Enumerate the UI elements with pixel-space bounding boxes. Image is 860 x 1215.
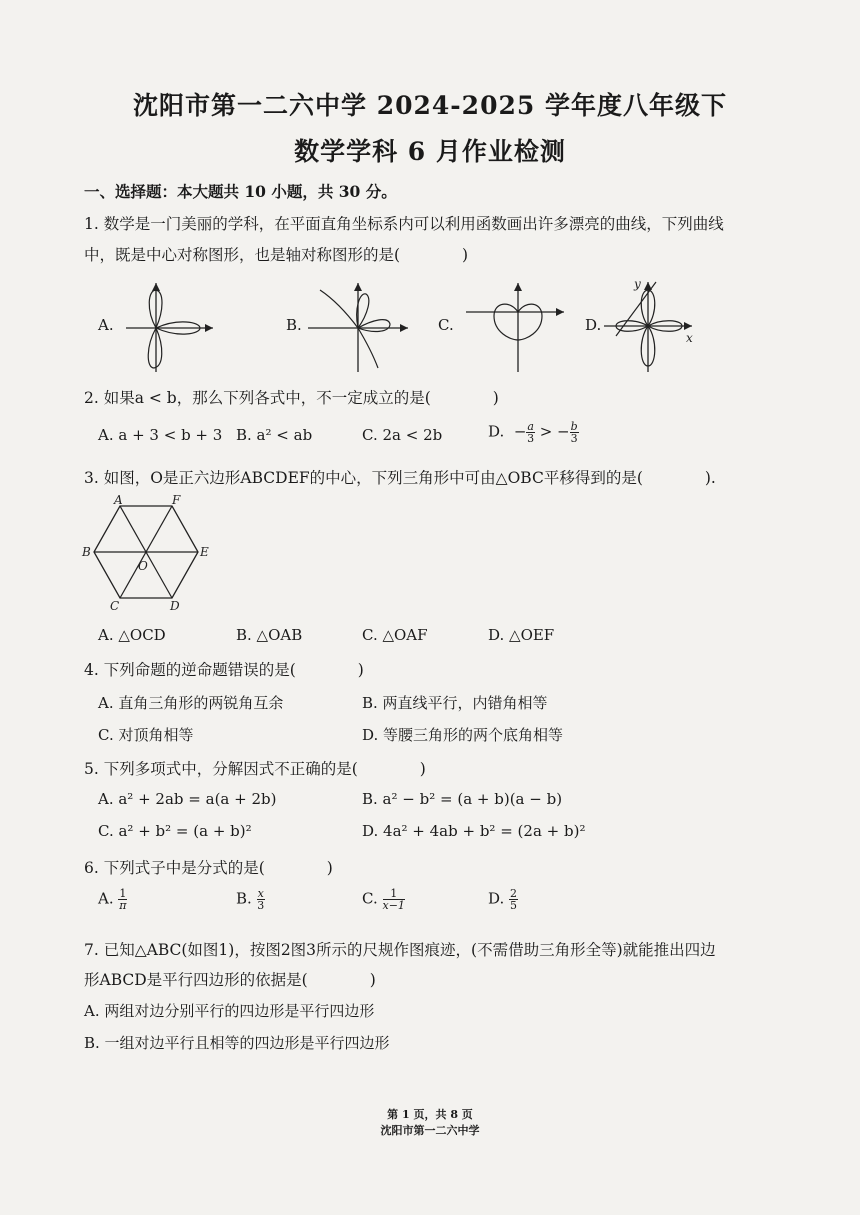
q4-option-d: D. 等腰三角形的两个底角相等 [362, 726, 564, 744]
q5-option-a: A. a² + 2ab = a(a + 2b) [98, 790, 277, 808]
q3-option-a: A. △OCD [98, 626, 166, 644]
q3-vertex-c: C [110, 599, 120, 613]
footer-school: 沈阳市第一二六中学 [380, 1124, 480, 1137]
q1-option-c-label: C. [438, 316, 454, 334]
q7-stem-line2: 形ABCD是平行四边形的依据是( ) [84, 971, 376, 989]
q5-stem: 5. 下列多项式中，分解因式不正确的是( ) [84, 760, 426, 778]
q5-option-d: D. 4a² + 4ab + b² = (2a + b)² [362, 822, 586, 840]
q2-option-b: B. a² < ab [236, 426, 313, 444]
q3-option-b: B. △OAB [236, 626, 303, 644]
document-title-line1: 沈阳市第一二六中学 2024-2025 学年度八年级下 [133, 91, 727, 120]
q1-graph-a [118, 280, 218, 375]
document-title-line2: 数学学科 6 月作业检测 [294, 137, 566, 166]
q3-vertex-d: D [170, 599, 180, 613]
q1-graph-d-y-label: y [634, 277, 641, 291]
q2-stem: 2. 如果a < b，那么下列各式中，不一定成立的是( ) [84, 389, 499, 407]
q6-stem: 6. 下列式子中是分式的是( ) [84, 859, 333, 877]
q4-stem: 4. 下列命题的逆命题错误的是( ) [84, 661, 364, 679]
q1-graph-d [600, 276, 710, 376]
q6-option-d: D. $\frac{2}{5}$ [488, 887, 518, 912]
q1-stem-line1: 1. 数学是一门美丽的学科，在平面直角坐标系内可以利用函数画出许多漂亮的曲线，下列曲线 [84, 215, 724, 233]
q2-option-d: D. − $\frac{a}{3}$ > − $\frac{b}{3}$ [488, 420, 578, 445]
q6-option-b: B. $\frac{x}{3}$ [236, 887, 265, 912]
q5-option-b: B. a² − b² = (a + b)(a − b) [362, 790, 563, 808]
q1-graph-d-x-label: x [686, 331, 693, 345]
q3-vertex-a: A [114, 493, 123, 507]
q6-option-a: A. $\frac{1}{\pi}$ [98, 887, 127, 912]
page-number: 第 1 页，共 8 页 [387, 1108, 473, 1121]
q3-hexagon-figure [80, 494, 210, 612]
q3-stem: 3. 如图，O是正六边形ABCDEF的中心，下列三角形中可由△OBC平移得到的是( ). [84, 469, 716, 487]
q1-stem-line2: 中，既是中心对称图形，也是轴对称图形的是( ) [84, 246, 469, 264]
q3-vertex-b: B [82, 545, 91, 559]
q1-graph-c [462, 280, 572, 375]
q5-option-c: C. a² + b² = (a + b)² [98, 822, 252, 840]
q3-vertex-f: F [172, 493, 181, 507]
q7-stem-line1: 7. 已知△ABC(如图1)，按图2图3所示的尺规作图痕迹，(不需借助三角形全等)就能推出四边 [84, 941, 716, 959]
q7-option-b: B. 一组对边平行且相等的四边形是平行四边形 [84, 1034, 390, 1052]
q1-option-b-label: B. [286, 316, 302, 334]
q4-option-a: A. 直角三角形的两锐角互余 [98, 694, 284, 712]
q1-option-d-label: D. [585, 316, 602, 334]
q4-option-c: C. 对顶角相等 [98, 726, 194, 744]
q4-option-b: B. 两直线平行，内错角相等 [362, 694, 548, 712]
q7-option-a: A. 两组对边分别平行的四边形是平行四边形 [84, 1002, 375, 1020]
q3-option-c: C. △OAF [362, 626, 428, 644]
q3-center-o: O [138, 559, 148, 573]
section-heading: 一、选择题：本大题共 10 小题，共 30 分。 [84, 182, 397, 201]
q6-option-c: C. $\frac{1}{x-1}$ [362, 887, 405, 912]
q1-option-a-label: A. [98, 316, 114, 334]
q3-option-d: D. △OEF [488, 626, 555, 644]
q2-option-a: A. a + 3 < b + 3 [98, 426, 223, 444]
q2-option-c: C. 2a < 2b [362, 426, 443, 444]
q3-vertex-e: E [200, 545, 209, 559]
q1-graph-b [308, 280, 418, 375]
